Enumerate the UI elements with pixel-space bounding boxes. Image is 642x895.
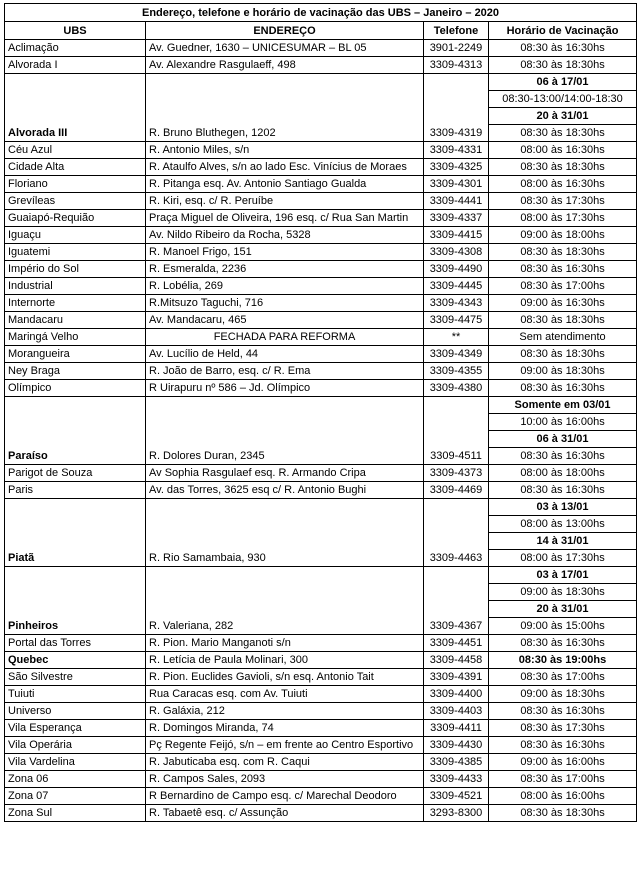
address-cell: R. Galáxia, 212 [146,703,424,720]
phone-cell: 3309-4415 [424,227,489,244]
schedule-cell: 08:30 às 17:00hs [489,669,637,686]
address-cell: R. Manoel Frigo, 151 [146,244,424,261]
ubs-name-cell: Universo [5,703,146,720]
address-cell: R. João de Barro, esq. c/ R. Ema [146,363,424,380]
table-row [5,720,637,737]
ubs-name-cell: Paraíso [5,397,146,465]
schedule-cell: 08:30 às 18:30hs [489,312,637,329]
schedule-cell: 08:30 às 16:30hs [489,737,637,754]
schedule-cell: Sem atendimento [489,329,637,346]
table-row [5,465,637,482]
table-row [5,635,637,652]
phone-cell: 3901-2249 [424,40,489,57]
ubs-name-cell: Iguaçu [5,227,146,244]
schedule-cell: 06 à 31/01 [489,431,637,448]
schedule-cell: 08:30 às 16:30hs [489,380,637,397]
ubs-name-cell: Guaiapó-Requião [5,210,146,227]
table-row [5,176,637,193]
phone-cell: 3309-4308 [424,244,489,261]
phone-cell: ** [424,329,489,346]
schedule-cell: 08:30 às 17:00hs [489,771,637,788]
ubs-name-cell: Vila Operária [5,737,146,754]
phone-cell: 3309-4433 [424,771,489,788]
table-row [5,244,637,261]
ubs-name-cell: Aclimação [5,40,146,57]
ubs-name-cell: Pinheiros [5,567,146,635]
schedule-cell: 09:00 às 18:30hs [489,584,637,601]
schedule-cell: 03 à 17/01 [489,567,637,584]
schedule-cell: 08:30 às 18:30hs [489,159,637,176]
schedule-cell: 08:00 às 16:30hs [489,176,637,193]
schedule-cell: 09:00 às 18:00hs [489,227,637,244]
phone-cell: 3309-4411 [424,720,489,737]
phone-cell: 3309-4511 [424,397,489,465]
ubs-name-cell: Parigot de Souza [5,465,146,482]
ubs-name-cell: Zona 07 [5,788,146,805]
schedule-cell: 09:00 às 15:00hs [489,618,637,635]
phone-cell: 3309-4430 [424,737,489,754]
ubs-name-cell: Industrial [5,278,146,295]
schedule-cell: 08:30 às 18:30hs [489,244,637,261]
address-cell: R. Valeriana, 282 [146,567,424,635]
phone-cell: 3309-4331 [424,142,489,159]
table-title: Endereço, telefone e horário de vacinação das UBS – Janeiro – 2020 [5,4,637,22]
table-row [5,669,637,686]
address-cell: Praça Miguel de Oliveira, 196 esq. c/ Rua San Martin [146,210,424,227]
schedule-cell: 08:30 às 16:30hs [489,703,637,720]
schedule-cell: 08:30 às 16:30hs [489,40,637,57]
ubs-name-cell: Olímpico [5,380,146,397]
schedule-cell: 08:30 às 17:30hs [489,720,637,737]
schedule-cell: 09:00 às 16:30hs [489,295,637,312]
ubs-name-cell: Alvorada I [5,57,146,74]
ubs-name-cell: Piatã [5,499,146,567]
address-cell: R. Esmeralda, 2236 [146,261,424,278]
schedule-cell: 20 à 31/01 [489,601,637,618]
phone-cell: 3309-4469 [424,482,489,499]
schedule-cell: 08:30 às 19:00hs [489,652,637,669]
phone-cell: 3309-4490 [424,261,489,278]
phone-cell: 3309-4385 [424,754,489,771]
address-cell: R. Antonio Miles, s/n [146,142,424,159]
table-row [5,278,637,295]
address-cell: R. Kiri, esq. c/ R. Peruíbe [146,193,424,210]
phone-cell: 3309-4445 [424,278,489,295]
table-row [5,193,637,210]
phone-cell: 3309-4301 [424,176,489,193]
ubs-name-cell: Zona 06 [5,771,146,788]
address-cell: R. Campos Sales, 2093 [146,771,424,788]
ubs-name-cell: Ney Braga [5,363,146,380]
phone-cell: 3309-4313 [424,57,489,74]
table-row [5,227,637,244]
phone-cell: 3309-4380 [424,380,489,397]
schedule-cell: 08:30 às 16:30hs [489,482,637,499]
address-cell: Av. Guedner, 1630 – UNICESUMAR – BL 05 [146,40,424,57]
table-row [5,499,637,516]
phone-cell: 3293-8300 [424,805,489,822]
phone-cell: 3309-4373 [424,465,489,482]
address-cell: Rua Caracas esq. com Av. Tuiuti [146,686,424,703]
ubs-name-cell: Alvorada III [5,74,146,142]
table-row [5,295,637,312]
ubs-name-cell: Iguatemi [5,244,146,261]
phone-cell: 3309-4343 [424,295,489,312]
column-header-horario: Horário de Vacinação [489,22,637,40]
schedule-cell: 08:30 às 18:30hs [489,57,637,74]
ubs-name-cell: Floriano [5,176,146,193]
address-cell: Pç Regente Feijó, s/n – em frente ao Centro Esportivo [146,737,424,754]
phone-cell: 3309-4463 [424,499,489,567]
table-row [5,754,637,771]
phone-cell: 3309-4349 [424,346,489,363]
ubs-name-cell: Vila Vardelina [5,754,146,771]
ubs-name-cell: Céu Azul [5,142,146,159]
address-cell: R. Bruno Bluthegen, 1202 [146,74,424,142]
address-cell: R.Mitsuzo Taguchi, 716 [146,295,424,312]
table-row [5,329,637,346]
address-cell: R Uirapuru nº 586 – Jd. Olímpico [146,380,424,397]
ubs-name-cell: Maringá Velho [5,329,146,346]
ubs-name-cell: Cidade Alta [5,159,146,176]
address-cell: R. Ataulfo Alves, s/n ao lado Esc. Vinícius de Moraes [146,159,424,176]
ubs-name-cell: Tuiuti [5,686,146,703]
phone-cell: 3309-4319 [424,74,489,142]
address-cell: Av Sophia Rasgulaef esq. R. Armando Cripa [146,465,424,482]
schedule-cell: 08:00 às 17:30hs [489,210,637,227]
schedule-cell: 06 à 17/01 [489,74,637,91]
schedule-cell: 08:30 às 17:00hs [489,278,637,295]
schedule-cell: 08:00 às 18:00hs [489,465,637,482]
address-cell: R. Letícia de Paula Molinari, 300 [146,652,424,669]
table-row [5,312,637,329]
table-row [5,652,637,669]
schedule-cell: 08:30 às 16:30hs [489,448,637,465]
schedule-cell: 09:00 às 18:30hs [489,686,637,703]
ubs-name-cell: Grevíleas [5,193,146,210]
table-row [5,346,637,363]
phone-cell: 3309-4441 [424,193,489,210]
phone-cell: 3309-4521 [424,788,489,805]
address-cell: Av. Lucílio de Held, 44 [146,346,424,363]
table-row [5,397,637,414]
address-cell: R. Lobélia, 269 [146,278,424,295]
phone-cell: 3309-4458 [424,652,489,669]
table-row [5,142,637,159]
address-cell: R. Pion. Euclides Gavioli, s/n esq. Antonio Tait [146,669,424,686]
column-header-ubs: UBS [5,22,146,40]
table-row [5,805,637,822]
schedule-cell: 08:00 às 17:30hs [489,550,637,567]
table-row [5,737,637,754]
schedule-cell: 08:00 às 16:00hs [489,788,637,805]
phone-cell: 3309-4325 [424,159,489,176]
ubs-name-cell: Quebec [5,652,146,669]
schedule-cell: 08:30 às 18:30hs [489,125,637,142]
header-row [5,22,637,40]
phone-cell: 3309-4400 [424,686,489,703]
ubs-name-cell: Portal das Torres [5,635,146,652]
schedule-cell: Somente em 03/01 [489,397,637,414]
schedule-cell: 09:00 às 16:00hs [489,754,637,771]
title-row [5,4,637,22]
phone-cell: 3309-4337 [424,210,489,227]
table-row [5,74,637,91]
phone-cell: 3309-4355 [424,363,489,380]
ubs-vaccination-table [4,3,637,822]
schedule-cell: 08:00 às 13:00hs [489,516,637,533]
schedule-cell: 10:00 às 16:00hs [489,414,637,431]
table-row [5,380,637,397]
phone-cell: 3309-4403 [424,703,489,720]
address-cell: Av. Alexandre Rasgulaeff, 498 [146,57,424,74]
address-cell: Av. das Torres, 3625 esq c/ R. Antonio Bughi [146,482,424,499]
schedule-cell: 08:30 às 16:30hs [489,261,637,278]
table-row [5,57,637,74]
table-row [5,159,637,176]
table-row [5,567,637,584]
table-row [5,482,637,499]
ubs-name-cell: Império do Sol [5,261,146,278]
ubs-name-cell: Zona Sul [5,805,146,822]
table-row [5,40,637,57]
address-cell: R. Pion. Mario Manganoti s/n [146,635,424,652]
ubs-name-cell: Morangueira [5,346,146,363]
table-row [5,686,637,703]
address-cell: FECHADA PARA REFORMA [146,329,424,346]
ubs-table-body [5,4,637,822]
address-cell: R. Rio Samambaia, 930 [146,499,424,567]
address-cell: R. Domingos Miranda, 74 [146,720,424,737]
table-row [5,261,637,278]
address-cell: Av. Nildo Ribeiro da Rocha, 5328 [146,227,424,244]
address-cell: R. Jabuticaba esq. com R. Caqui [146,754,424,771]
column-header-telefone: Telefone [424,22,489,40]
ubs-name-cell: Vila Esperança [5,720,146,737]
schedule-cell: 08:30 às 16:30hs [489,635,637,652]
schedule-cell: 08:00 às 16:30hs [489,142,637,159]
ubs-name-cell: São Silvestre [5,669,146,686]
schedule-cell: 08:30 às 17:30hs [489,193,637,210]
schedule-cell: 14 à 31/01 [489,533,637,550]
phone-cell: 3309-4475 [424,312,489,329]
address-cell: R. Dolores Duran, 2345 [146,397,424,465]
table-row [5,771,637,788]
table-row [5,788,637,805]
schedule-cell: 08:30 às 18:30hs [489,346,637,363]
ubs-name-cell: Paris [5,482,146,499]
ubs-name-cell: Mandacaru [5,312,146,329]
address-cell: R Bernardino de Campo esq. c/ Marechal Deodoro [146,788,424,805]
address-cell: Av. Mandacaru, 465 [146,312,424,329]
schedule-cell: 08:30 às 18:30hs [489,805,637,822]
address-cell: R. Pitanga esq. Av. Antonio Santiago Gualda [146,176,424,193]
schedule-cell: 20 à 31/01 [489,108,637,125]
column-header-endereco: ENDEREÇO [146,22,424,40]
address-cell: R. Tabaetê esq. c/ Assunção [146,805,424,822]
table-row [5,363,637,380]
phone-cell: 3309-4367 [424,567,489,635]
table-row [5,210,637,227]
schedule-cell: 09:00 às 18:30hs [489,363,637,380]
ubs-name-cell: Internorte [5,295,146,312]
phone-cell: 3309-4391 [424,669,489,686]
schedule-cell: 08:30-13:00/14:00-18:30 [489,91,637,108]
schedule-cell: 03 à 13/01 [489,499,637,516]
phone-cell: 3309-4451 [424,635,489,652]
table-row [5,703,637,720]
